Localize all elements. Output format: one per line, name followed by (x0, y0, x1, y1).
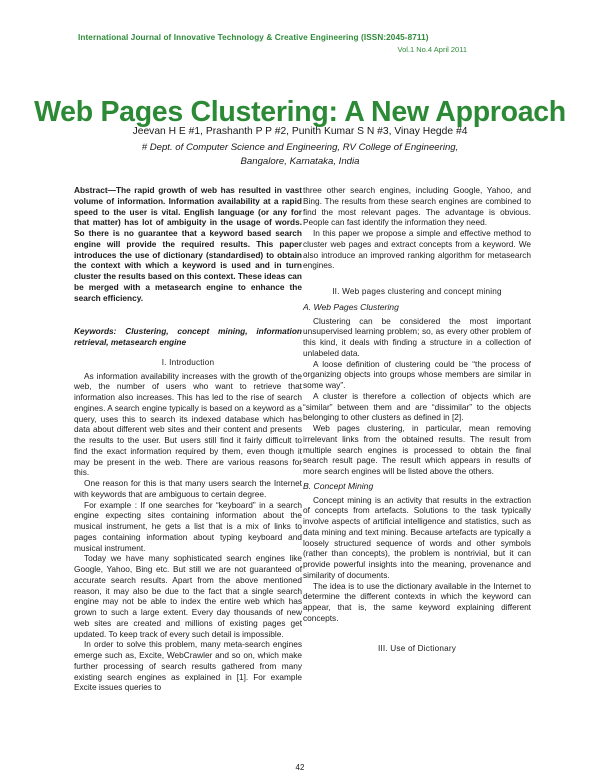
page-number: 42 (295, 763, 305, 772)
affiliation-line-2: Bangalore, Karnataka, India (240, 155, 360, 167)
paragraph: Web pages clustering, in particular, mean removing irrelevant links from the obtained results. The result from multiple search engines is processed to obtain the final search result page. The result which appears in results of more search engines will be listed above the others. (303, 423, 531, 476)
paragraph: Clustering can be considered the most important unsupervised learning problem; so, as every other problem of this kind, it deals with finding a structure in a collection of unlabeled data. (303, 315, 531, 358)
subsection-heading-web-pages-clustering: A. Web Pages Clustering (303, 301, 399, 312)
affiliation (0, 141, 600, 168)
paragraph: In this paper we propose a simple and effective method to cluster web pages and extract concepts from a keyword. We also introduce an improved ranking algorithm for metasearch engines. (303, 228, 531, 271)
paragraph: three other search engines, including Google, Yahoo, and Bing. The results from these search engines are combined to find the most relevant pages. The advantage is obvious. People can fast identify the information they need. (303, 185, 531, 228)
keywords: Keywords: Clustering, concept mining, information retrieval, metasearch engine (74, 326, 302, 347)
paragraph: In order to solve this problem, many meta-search engines emerge such as, Excite, WebCrawler and so on, which make further processing of search results gathered from many existing search engines as explained in [1]. For example Excite issues queries to (74, 639, 302, 693)
right-column (303, 185, 531, 656)
abstract: Abstract—The rapid growth of web has resulted in vast volume of information. Information availability at a rapid speed to the user is vital. English language (or any for that matter) has lot of ambiguity in the usage of words. So there is no guarantee that a keyword based search engine will provide the required results. This paper introduces the use of dictionary (standardised) to obtain the context with which a keyword is used and in turn cluster the results based on this context. These ideas can be merged with a metasearch engine to enhance the search efficiency. (74, 185, 302, 303)
paragraph: As information availability increases with the growth of the web, the number of users who want to retrieve that information also increases. This has led to the rise of search engines. A search engine typically is based on a keyword as a query, uses this to search its indexed database which has data about different web sites and their content and presents the results to the user. But users still find it fairly difficult to find the exact information required by them, even though it may be present in the web. There are various reasons for this. (74, 370, 302, 478)
paragraph: Concept mining is an activity that results in the extraction of concepts from artefacts. Solutions to the task typically involve aspects of artificial intelligence and statistics, such as data mining and text mining. Because artefacts are typically a loosely structured sequence of words and other symbols (rather than concepts), the problem is nontrivial, but it can provide powerful insights into the meaning, provenance and similarity of documents. (303, 494, 531, 580)
section-heading-clustering: II. Web pages clustering and concept mining (332, 287, 502, 296)
affiliation-line-1: # Dept. of Computer Science and Engineering, RV College of Engineering, (141, 142, 459, 153)
paragraph: The idea is to use the dictionary available in the Internet to determine the different contexts in which the keyword can appear, that is, the same keyword explaining different concepts. (303, 580, 531, 623)
journal-header: International Journal of Innovative Technology & Creative Engineering (ISSN:2045-8711) (78, 33, 429, 42)
paper-title: Web Pages Clustering: A New Approach (34, 96, 566, 128)
paragraph: Today we have many sophisticated search engines like Google, Yahoo, Bing etc. But still we are not guaranteed of accurate search results. Apart from the above mentioned reason, it may also be due to the fact that a single search engine may not be able to index the entire web which has grown to such a large extent. Every day thousands of new web sites are created and millions of existing pages get updated. To keep track of every such detail is impossible. (74, 553, 302, 639)
section-heading-introduction: I. Introduction (161, 357, 215, 367)
authors: Jeevan H E #1, Prashanth P P #2, Punith Kumar S N #3, Vinay Hegde #4 (132, 126, 468, 137)
paragraph: One reason for this is that many users search the Internet with keywords that are ambiguous to certain degree. (74, 478, 302, 499)
paragraph: A loose definition of clustering could be “the process of organizing objects into groups whose members are similar in some way”. (303, 358, 531, 390)
section-heading-dictionary: III. Use of Dictionary (377, 643, 457, 653)
paragraph: A cluster is therefore a collection of objects which are “similar” between them and are “dissimilar” to the objects belonging to other clusters as defined in [2]. (303, 390, 531, 423)
left-column (74, 185, 302, 693)
subsection-heading-concept-mining: B. Concept Mining (303, 480, 374, 491)
volume-info: Vol.1 No.4 April 2011 (397, 45, 467, 54)
paragraph: For example : If one searches for “keyboard” in a search engine expecting sites containing information about the musical instrument, he gets a list that is a mix of links to pages containing information about typing keyboard and musical instrument. (74, 499, 302, 553)
